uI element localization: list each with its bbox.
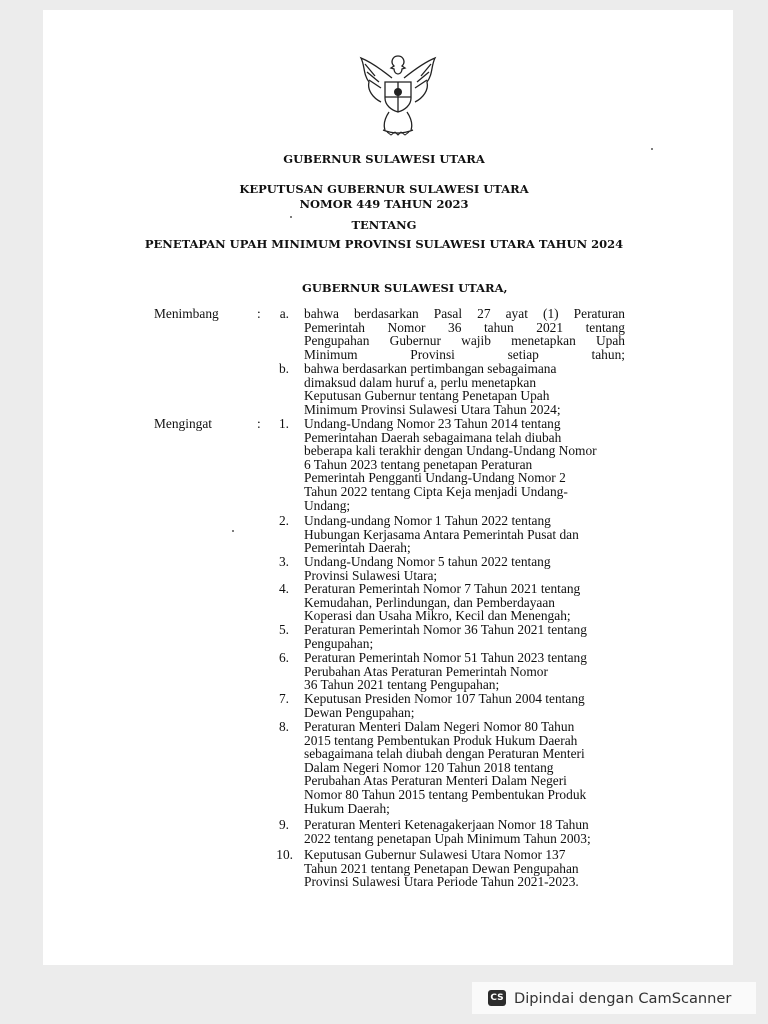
menimbang-marker-b: b. bbox=[278, 361, 289, 376]
issuer-heading: GUBERNUR SULAWESI UTARA bbox=[283, 152, 485, 166]
menimbang-colon: : bbox=[257, 306, 261, 321]
mengingat-marker-5: 5. bbox=[278, 622, 289, 637]
mengingat-item-2: Undang-undang Nomor 1 Tahun 2022 tentang Hubungan Kerjasama Antara Pemerintah Pusat dan Pemerintah Daerah; bbox=[304, 513, 579, 556]
menimbang-item-b: bahwa berdasarkan pertimbangan sebagaimana dimaksud dalam huruf a, perlu menetapkan Keputusan Gubernur tentang Penetapan Upah Minimum Provinsi Sulawesi Utara Tahun 2024; bbox=[304, 361, 561, 417]
camscanner-badge bbox=[472, 982, 756, 1014]
about-heading: TENTANG bbox=[351, 218, 417, 232]
mengingat-marker-4: 4. bbox=[278, 581, 289, 596]
camscanner-logo-icon: CS bbox=[488, 990, 506, 1006]
decree-number: NOMOR 449 TAHUN 2023 bbox=[299, 197, 469, 211]
mengingat-item-7: Keputusan Presiden Nomor 107 Tahun 2004 tentang Dewan Pengupahan; bbox=[304, 691, 585, 720]
mengingat-marker-10: 10. bbox=[276, 847, 293, 862]
mengingat-marker-9: 9. bbox=[278, 817, 289, 832]
mengingat-item-5: Peraturan Pemerintah Nomor 36 Tahun 2021 tentang Pengupahan; bbox=[304, 622, 587, 651]
mengingat-marker-2: 2. bbox=[278, 513, 289, 528]
mengingat-marker-8: 8. bbox=[278, 719, 289, 734]
menimbang-marker-a: a. bbox=[279, 306, 289, 321]
addressee: GUBERNUR SULAWESI UTARA, bbox=[302, 281, 508, 295]
mengingat-marker-1: 1. bbox=[278, 416, 289, 431]
mengingat-item-3: Undang-Undang Nomor 5 tahun 2022 tentang Provinsi Sulawesi Utara; bbox=[304, 554, 551, 583]
mengingat-item-1: Undang-Undang Nomor 23 Tahun 2014 tentang Pemerintahan Daerah sebagaimana telah diubah beberapa kali terakhir dengan Undang-Undang Nomor 6 Tahun 2023 tentang penetapan Peraturan Pemerintah Pengganti Undang-Undang Nomor 2 Tahun 2022 tentang Cipta Keja menjadi Undang- Undang; bbox=[304, 416, 597, 513]
scan-speck bbox=[232, 530, 234, 532]
mengingat-item-4: Peraturan Pemerintah Nomor 7 Tahun 2021 tentang Kemudahan, Perlindungan, dan Pemberdayaan Koperasi dan Usaha Mikro, Kecil dan Menengah; bbox=[304, 581, 581, 624]
decree-subject: PENETAPAN UPAH MINIMUM PROVINSI SULAWESI UTARA TAHUN 2024 bbox=[144, 237, 624, 251]
mengingat-item-8: Peraturan Menteri Dalam Negeri Nomor 80 Tahun 2015 tentang Pembentukan Produk Hukum Daerah sebagaimana telah diubah dengan Peraturan Menteri Dalam Negeri Nomor 120 Tahun 2018 tentang Perubahan Atas Peraturan Menteri Dalam Negeri Nomor 80 Tahun 2015 tentang Pembentukan Produk Hukum Daerah; bbox=[304, 719, 587, 816]
decree-title: KEPUTUSAN GUBERNUR SULAWESI UTARA bbox=[239, 182, 529, 196]
scan-speck bbox=[290, 216, 292, 218]
mengingat-colon: : bbox=[257, 416, 261, 431]
mengingat-marker-3: 3. bbox=[278, 554, 289, 569]
scan-speck bbox=[651, 148, 653, 150]
mengingat-marker-6: 6. bbox=[278, 650, 289, 665]
mengingat-label: Mengingat bbox=[154, 416, 213, 431]
menimbang-label: Menimbang bbox=[154, 306, 219, 321]
camscanner-text: Dipindai dengan CamScanner bbox=[514, 989, 732, 1007]
garuda-emblem-icon bbox=[357, 52, 439, 138]
mengingat-item-10: Keputusan Gubernur Sulawesi Utara Nomor 137 Tahun 2021 tentang Penetapan Dewan Pengupahan Provinsi Sulawesi Utara Periode Tahun 2021-2023. bbox=[304, 847, 579, 890]
menimbang-item-a: bahwa berdasarkan Pasal 27 ayat (1) Peraturan Pemerintah Nomor 36 tahun 2021 tentang Pengupahan Gubernur wajib menetapkan Upah Minimum Provinsi setiap tahun; bbox=[304, 306, 625, 362]
mengingat-item-9: Peraturan Menteri Ketenagakerjaan Nomor 18 Tahun 2022 tentang penetapan Upah Minimum Tahun 2003; bbox=[304, 817, 591, 846]
mengingat-marker-7: 7. bbox=[278, 691, 289, 706]
mengingat-item-6: Peraturan Pemerintah Nomor 51 Tahun 2023 tentang Perubahan Atas Peraturan Pemerintah Nomor 36 Tahun 2021 tentang Pengupahan; bbox=[304, 650, 587, 693]
